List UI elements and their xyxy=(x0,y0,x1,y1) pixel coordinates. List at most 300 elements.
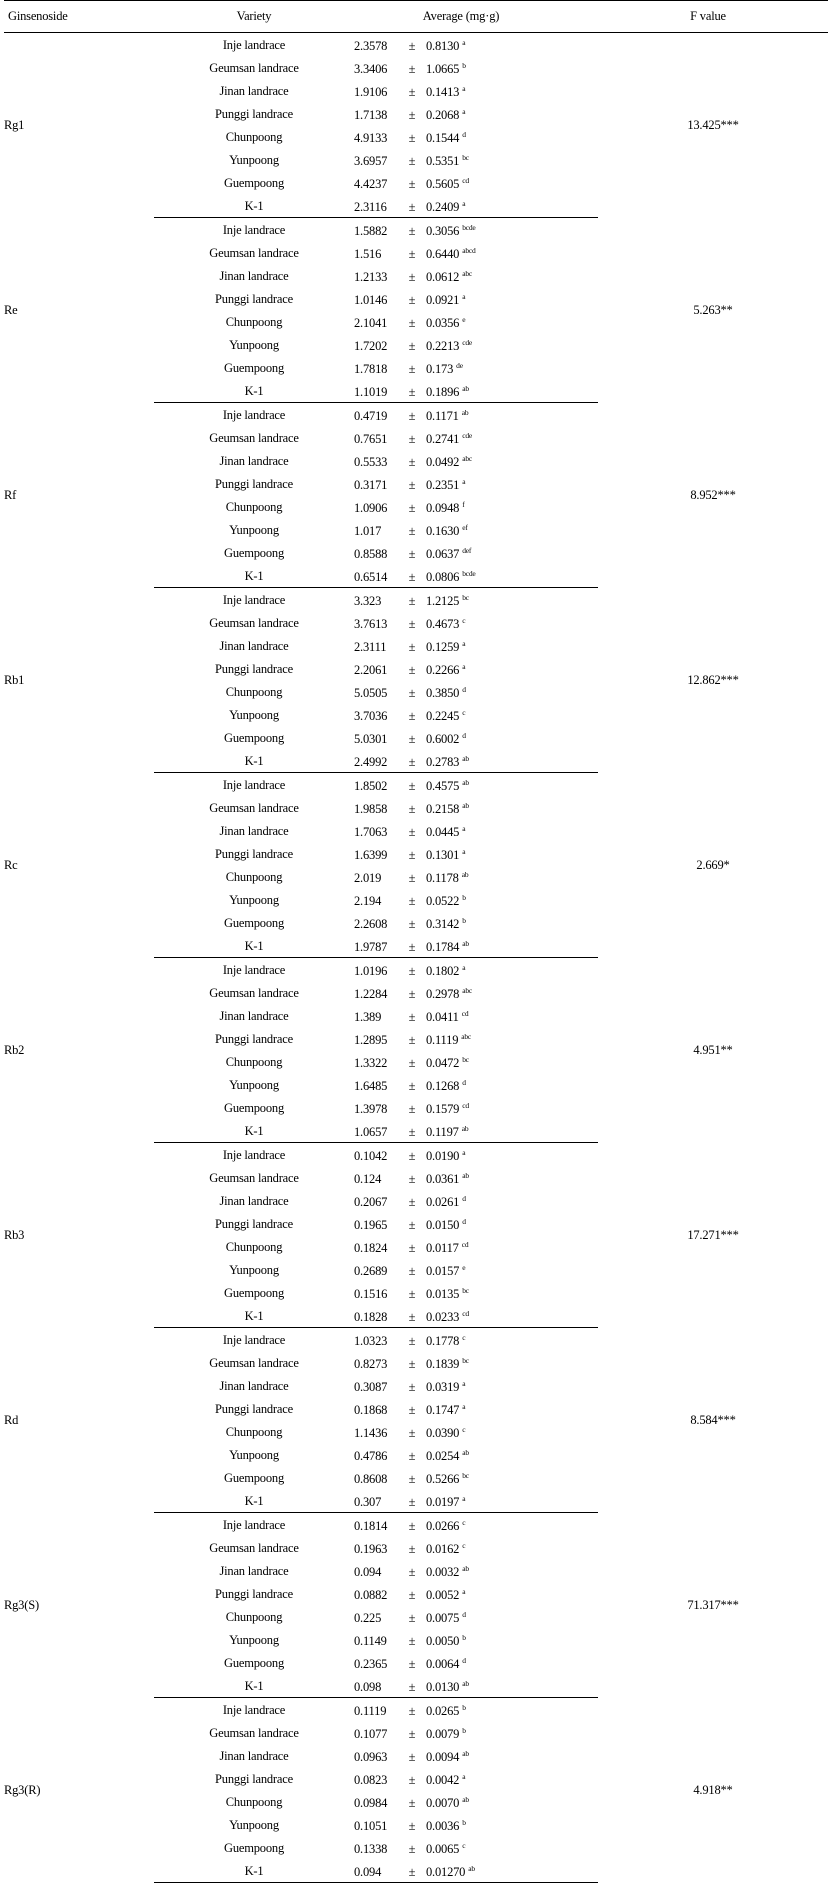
plus-minus-sign: ± xyxy=(408,501,416,515)
mean-value: 0.1042 xyxy=(354,1149,388,1163)
mean-value: 0.2365 xyxy=(354,1657,388,1671)
ginsenoside-name: Rc xyxy=(4,858,18,872)
mean-value: 2.4992 xyxy=(354,755,388,769)
significance-letter: ab xyxy=(461,1124,469,1133)
variety-cell: Yunpoong xyxy=(229,1817,279,1832)
variety-cell: Guempoong xyxy=(224,1655,284,1670)
mean-value: 2.1041 xyxy=(354,316,388,330)
plus-minus-sign: ± xyxy=(408,1611,416,1625)
significance-letter: def xyxy=(462,546,472,555)
variety-cell: Inje landrace xyxy=(222,1517,286,1532)
variety-cell: Punggi landrace xyxy=(215,1216,293,1231)
mean-value: 0.8273 xyxy=(354,1357,388,1371)
plus-minus-sign: ± xyxy=(408,1449,416,1463)
significance-letter: ab xyxy=(462,778,469,787)
significance-letter: e xyxy=(462,315,466,324)
mean-value: 4.4237 xyxy=(354,177,388,191)
sd-value: 0.2068 xyxy=(426,108,460,122)
significance-letter: cd xyxy=(461,1009,469,1018)
mean-value: 1.0146 xyxy=(354,293,388,307)
plus-minus-sign: ± xyxy=(408,200,416,214)
plus-minus-sign: ± xyxy=(408,617,416,631)
sd-value: 0.5351 xyxy=(426,154,460,168)
sd-value: 0.0036 xyxy=(426,1819,460,1833)
mean-value: 2.194 xyxy=(354,894,382,908)
variety-cell: K-1 xyxy=(154,1859,354,1883)
plus-minus-sign: ± xyxy=(408,1542,416,1556)
variety-cell: Geumsan landrace xyxy=(209,245,299,260)
table-row xyxy=(4,1328,828,1352)
significance-letter: de xyxy=(456,361,463,370)
sd-value: 0.2266 xyxy=(426,663,460,677)
significance-letter: ab xyxy=(462,801,469,810)
variety-cell: Jinan landrace xyxy=(219,638,289,653)
plus-minus-sign: ± xyxy=(408,570,416,584)
average-cell xyxy=(354,888,598,911)
plus-minus-sign: ± xyxy=(408,478,416,492)
sd-value: 0.0948 xyxy=(426,501,460,515)
plus-minus-sign: ± xyxy=(408,1010,416,1024)
plus-minus-sign: ± xyxy=(408,1403,416,1417)
sd-value: 0.2245 xyxy=(426,709,460,723)
mean-value: 0.1077 xyxy=(354,1727,388,1741)
average-cell xyxy=(354,541,598,564)
significance-letter: ab xyxy=(462,1795,469,1804)
variety-cell: Jinan landrace xyxy=(219,1193,289,1208)
plus-minus-sign: ± xyxy=(408,663,416,677)
average-cell xyxy=(354,1143,598,1167)
significance-letter: ab xyxy=(462,384,469,393)
plus-minus-sign: ± xyxy=(408,385,416,399)
mean-value: 0.1119 xyxy=(354,1704,387,1718)
significance-letter: cd xyxy=(462,1101,469,1110)
significance-letter: bcde xyxy=(462,223,476,232)
average-cell xyxy=(354,518,598,541)
table-row xyxy=(4,1513,828,1537)
variety-cell: K-1 xyxy=(154,564,354,588)
average-cell xyxy=(354,1189,598,1212)
plus-minus-sign: ± xyxy=(408,1357,416,1371)
f-value-cell: 8.952*** xyxy=(690,488,736,502)
ginsenoside-name: Rg1 xyxy=(4,118,25,133)
variety-cell: Punggi landrace xyxy=(215,291,293,306)
mean-value: 0.8608 xyxy=(354,1472,388,1486)
variety-cell: Inje landrace xyxy=(222,962,286,977)
variety-cell: Chunpoong xyxy=(225,129,283,144)
significance-letter: a xyxy=(462,847,466,856)
sd-value: 0.2741 xyxy=(426,432,460,446)
variety-cell: Inje landrace xyxy=(222,592,286,607)
plus-minus-sign: ± xyxy=(408,594,416,608)
sd-value: 0.0042 xyxy=(426,1773,460,1787)
average-cell xyxy=(354,1651,598,1674)
significance-letter: ab xyxy=(462,1171,469,1180)
plus-minus-sign: ± xyxy=(408,1565,416,1579)
significance-letter: a xyxy=(462,1587,466,1596)
sd-value: 0.0472 xyxy=(426,1056,460,1070)
average-cell xyxy=(354,1050,598,1073)
plus-minus-sign: ± xyxy=(408,339,416,353)
table-row xyxy=(4,218,828,242)
variety-cell: Geumsan landrace xyxy=(209,1170,299,1185)
average-cell xyxy=(354,981,598,1004)
variety-cell: Guempoong xyxy=(224,175,284,190)
average-cell xyxy=(354,379,598,403)
plus-minus-sign: ± xyxy=(408,131,416,145)
mean-value: 1.6485 xyxy=(354,1079,388,1093)
mean-value: 1.8502 xyxy=(354,779,388,793)
average-cell xyxy=(354,56,598,79)
significance-letter: abcd xyxy=(462,246,476,255)
variety-cell: K-1 xyxy=(154,194,354,218)
mean-value: 0.3087 xyxy=(354,1380,388,1394)
mean-value: 0.1868 xyxy=(354,1403,388,1417)
plus-minus-sign: ± xyxy=(408,455,416,469)
plus-minus-sign: ± xyxy=(408,964,416,978)
average-cell xyxy=(354,333,598,356)
mean-value: 0.1965 xyxy=(354,1218,388,1232)
sd-value: 0.0197 xyxy=(426,1495,460,1509)
ginsenoside-group xyxy=(4,218,828,403)
plus-minus-sign: ± xyxy=(408,1727,416,1741)
significance-letter: ab xyxy=(462,939,469,948)
plus-minus-sign: ± xyxy=(408,1310,416,1324)
significance-letter: ab xyxy=(461,870,469,879)
average-cell xyxy=(354,1698,598,1722)
significance-letter: abc xyxy=(461,1032,472,1041)
sd-value: 0.1197 xyxy=(426,1125,459,1139)
sd-value: 0.01270 xyxy=(426,1865,466,1879)
plus-minus-sign: ± xyxy=(408,362,416,376)
plus-minus-sign: ± xyxy=(408,1056,416,1070)
mean-value: 0.1828 xyxy=(354,1310,388,1324)
f-value-cell: 13.425*** xyxy=(687,118,739,133)
mean-value: 0.1963 xyxy=(354,1542,388,1556)
mean-value: 0.0882 xyxy=(354,1588,388,1602)
mean-value: 2.2608 xyxy=(354,917,388,931)
significance-letter: c xyxy=(462,1425,466,1434)
sd-value: 0.0032 xyxy=(426,1565,460,1579)
variety-cell: Punggi landrace xyxy=(215,476,293,491)
sd-value: 0.1802 xyxy=(426,964,460,978)
sd-value: 0.0094 xyxy=(426,1750,460,1764)
average-cell xyxy=(354,1813,598,1836)
mean-value: 0.098 xyxy=(354,1680,382,1694)
average-cell xyxy=(354,773,598,797)
plus-minus-sign: ± xyxy=(408,409,416,423)
mean-value: 0.4786 xyxy=(354,1449,388,1463)
f-value-cell: 71.317*** xyxy=(687,1598,739,1612)
sd-value: 0.4673 xyxy=(426,617,460,631)
sd-value: 0.0075 xyxy=(426,1611,460,1625)
average-cell xyxy=(354,865,598,888)
plus-minus-sign: ± xyxy=(408,1657,416,1671)
table-row xyxy=(4,958,828,982)
plus-minus-sign: ± xyxy=(408,894,416,908)
mean-value: 0.094 xyxy=(354,1565,382,1579)
variety-cell: Chunpoong xyxy=(225,1609,283,1624)
significance-letter: e xyxy=(462,1263,466,1272)
significance-letter: a xyxy=(462,1772,466,1781)
sd-value: 0.0411 xyxy=(426,1010,459,1024)
mean-value: 2.3111 xyxy=(354,640,387,654)
plus-minus-sign: ± xyxy=(408,85,416,99)
sd-value: 0.0266 xyxy=(426,1519,460,1533)
ginsenoside-name: Re xyxy=(4,303,18,317)
plus-minus-sign: ± xyxy=(408,270,416,284)
f-value-cell: 4.918** xyxy=(693,1783,733,1797)
significance-letter: f xyxy=(462,500,465,509)
sd-value: 1.0665 xyxy=(426,62,460,76)
variety-cell: Guempoong xyxy=(224,1285,284,1300)
variety-cell: Chunpoong xyxy=(225,1424,283,1439)
plus-minus-sign: ± xyxy=(408,224,416,238)
significance-letter: d xyxy=(462,1194,466,1203)
average-cell xyxy=(354,1582,598,1605)
significance-letter: cd xyxy=(461,1240,469,1249)
significance-letter: ab xyxy=(461,408,469,417)
header-f-value: F value xyxy=(598,1,828,33)
sd-value: 1.2125 xyxy=(426,594,460,608)
significance-letter: abc xyxy=(462,454,472,463)
variety-cell: Inje landrace xyxy=(222,407,286,422)
significance-letter: bc xyxy=(462,1055,469,1064)
average-cell xyxy=(354,1628,598,1651)
significance-letter: a xyxy=(462,1379,466,1388)
average-cell xyxy=(354,1559,598,1582)
sd-value: 0.0265 xyxy=(426,1704,460,1718)
plus-minus-sign: ± xyxy=(408,825,416,839)
average-cell xyxy=(354,1304,598,1328)
plus-minus-sign: ± xyxy=(408,871,416,885)
plus-minus-sign: ± xyxy=(408,108,416,122)
significance-letter: a xyxy=(462,477,466,486)
significance-letter: b xyxy=(462,1818,466,1827)
average-cell xyxy=(354,934,598,958)
mean-value: 5.0301 xyxy=(354,732,388,746)
document-page xyxy=(4,0,828,1883)
significance-letter: bc xyxy=(462,153,469,162)
plus-minus-sign: ± xyxy=(408,1796,416,1810)
significance-letter: b xyxy=(462,893,466,902)
plus-minus-sign: ± xyxy=(408,1149,416,1163)
sd-value: 0.1119 xyxy=(426,1033,459,1047)
ginsenoside-group xyxy=(4,1328,828,1513)
average-cell xyxy=(354,1605,598,1628)
variety-cell: Chunpoong xyxy=(225,1794,283,1809)
sd-value: 0.3056 xyxy=(426,224,460,238)
sd-value: 0.0806 xyxy=(426,570,460,584)
sd-value: 0.0190 xyxy=(426,1149,460,1163)
average-cell xyxy=(354,749,598,773)
sd-value: 0.0361 xyxy=(426,1172,460,1186)
average-cell xyxy=(354,310,598,333)
variety-cell: Chunpoong xyxy=(225,1239,283,1254)
average-cell xyxy=(354,241,598,264)
average-cell xyxy=(354,287,598,310)
mean-value: 5.0505 xyxy=(354,686,388,700)
variety-cell: Guempoong xyxy=(224,545,284,560)
sd-value: 0.1178 xyxy=(426,871,459,885)
variety-cell: Yunpoong xyxy=(229,337,279,352)
average-cell xyxy=(354,1258,598,1281)
plus-minus-sign: ± xyxy=(408,686,416,700)
variety-cell: Guempoong xyxy=(224,1840,284,1855)
mean-value: 4.9133 xyxy=(354,131,388,145)
significance-letter: b xyxy=(462,61,466,70)
plus-minus-sign: ± xyxy=(408,987,416,1001)
f-value-cell: 17.271*** xyxy=(687,1228,739,1242)
significance-letter: a xyxy=(462,1494,466,1503)
table-row xyxy=(4,1143,828,1167)
variety-cell: Guempoong xyxy=(224,915,284,930)
ginsenoside-name: Rf xyxy=(4,488,17,502)
variety-cell: Jinan landrace xyxy=(219,268,289,283)
average-cell xyxy=(354,1466,598,1489)
significance-letter: b xyxy=(462,1633,466,1642)
plus-minus-sign: ± xyxy=(408,524,416,538)
sd-value: 0.1259 xyxy=(426,640,460,654)
plus-minus-sign: ± xyxy=(408,1380,416,1394)
average-cell xyxy=(354,125,598,148)
average-cell xyxy=(354,611,598,634)
plus-minus-sign: ± xyxy=(408,640,416,654)
significance-letter: a xyxy=(462,199,466,208)
sd-value: 0.2158 xyxy=(426,802,460,816)
sd-value: 0.1747 xyxy=(426,1403,460,1417)
sd-value: 0.2351 xyxy=(426,478,460,492)
mean-value: 1.3978 xyxy=(354,1102,388,1116)
sd-value: 0.0117 xyxy=(426,1241,459,1255)
table-header xyxy=(4,1,828,33)
significance-letter: cd xyxy=(462,1309,469,1318)
header-average: Average (mg·g) xyxy=(354,1,598,33)
variety-cell: Jinan landrace xyxy=(219,453,289,468)
average-cell xyxy=(354,842,598,865)
average-cell xyxy=(354,356,598,379)
ginsenoside-group xyxy=(4,1143,828,1328)
significance-letter: ab xyxy=(468,1864,475,1873)
plus-minus-sign: ± xyxy=(408,1218,416,1232)
sd-value: 0.5605 xyxy=(426,177,460,191)
plus-minus-sign: ± xyxy=(408,1125,416,1139)
sd-value: 0.0065 xyxy=(426,1842,460,1856)
mean-value: 0.4719 xyxy=(354,409,388,423)
f-value-cell: 8.584*** xyxy=(690,1413,736,1427)
mean-value: 0.1051 xyxy=(354,1819,388,1833)
plus-minus-sign: ± xyxy=(408,247,416,261)
significance-letter: abc xyxy=(462,269,472,278)
significance-letter: a xyxy=(462,292,466,301)
ginsenoside-table xyxy=(4,0,828,1883)
average-cell xyxy=(354,1513,598,1537)
plus-minus-sign: ± xyxy=(408,732,416,746)
mean-value: 1.389 xyxy=(354,1010,382,1024)
f-value-cell: 12.862*** xyxy=(687,673,739,687)
variety-cell: Inje landrace xyxy=(222,1702,286,1717)
plus-minus-sign: ± xyxy=(408,848,416,862)
average-cell xyxy=(354,1073,598,1096)
mean-value: 1.3322 xyxy=(354,1056,388,1070)
significance-letter: a xyxy=(462,1402,466,1411)
significance-letter: a xyxy=(462,107,466,116)
average-cell xyxy=(354,403,598,427)
variety-cell: Punggi landrace xyxy=(215,1031,293,1046)
sd-value: 0.0130 xyxy=(426,1680,460,1694)
mean-value: 1.0196 xyxy=(354,964,388,978)
sd-value: 0.0050 xyxy=(426,1634,460,1648)
sd-value: 0.1171 xyxy=(426,409,459,423)
significance-letter: b xyxy=(462,1726,466,1735)
mean-value: 1.1436 xyxy=(354,1426,388,1440)
sd-value: 0.3142 xyxy=(426,917,460,931)
sd-value: 0.0492 xyxy=(426,455,460,469)
sd-value: 0.0637 xyxy=(426,547,460,561)
variety-cell: Yunpoong xyxy=(229,1447,279,1462)
mean-value: 1.9858 xyxy=(354,802,388,816)
variety-cell: Yunpoong xyxy=(229,152,279,167)
average-cell xyxy=(354,79,598,102)
mean-value: 1.0323 xyxy=(354,1334,388,1348)
significance-letter: d xyxy=(462,731,466,740)
average-cell xyxy=(354,194,598,218)
average-cell xyxy=(354,1420,598,1443)
mean-value: 1.2895 xyxy=(354,1033,388,1047)
plus-minus-sign: ± xyxy=(408,1102,416,1116)
mean-value: 0.2689 xyxy=(354,1264,388,1278)
variety-cell: K-1 xyxy=(154,379,354,403)
average-cell xyxy=(354,588,598,612)
average-cell xyxy=(354,1744,598,1767)
sd-value: 0.0233 xyxy=(426,1310,460,1324)
variety-cell: K-1 xyxy=(154,1674,354,1698)
mean-value: 1.5882 xyxy=(354,224,388,238)
variety-cell: Chunpoong xyxy=(225,314,283,329)
sd-value: 0.1268 xyxy=(426,1079,460,1093)
plus-minus-sign: ± xyxy=(408,316,416,330)
sd-value: 0.1301 xyxy=(426,848,460,862)
variety-cell: Yunpoong xyxy=(229,892,279,907)
mean-value: 0.1824 xyxy=(354,1241,388,1255)
plus-minus-sign: ± xyxy=(408,154,416,168)
significance-letter: bc xyxy=(462,1286,469,1295)
average-cell xyxy=(354,171,598,194)
sd-value: 0.1896 xyxy=(426,385,460,399)
average-cell xyxy=(354,1374,598,1397)
sd-value: 0.2409 xyxy=(426,200,460,214)
plus-minus-sign: ± xyxy=(408,1842,416,1856)
variety-cell: Chunpoong xyxy=(225,499,283,514)
average-cell xyxy=(354,1836,598,1859)
sd-value: 0.0612 xyxy=(426,270,460,284)
sd-value: 0.5266 xyxy=(426,1472,460,1486)
sd-value: 0.0157 xyxy=(426,1264,460,1278)
variety-cell: Chunpoong xyxy=(225,1054,283,1069)
mean-value: 0.3171 xyxy=(354,478,388,492)
plus-minus-sign: ± xyxy=(408,802,416,816)
plus-minus-sign: ± xyxy=(408,709,416,723)
variety-cell: K-1 xyxy=(154,1304,354,1328)
significance-letter: c xyxy=(462,1333,466,1342)
mean-value: 0.7651 xyxy=(354,432,388,446)
sd-value: 0.0070 xyxy=(426,1796,460,1810)
mean-value: 0.0963 xyxy=(354,1750,388,1764)
average-cell xyxy=(354,148,598,171)
average-cell xyxy=(354,102,598,125)
ginsenoside-name: Rg3(R) xyxy=(4,1783,41,1797)
average-cell xyxy=(354,796,598,819)
variety-cell: Guempoong xyxy=(224,730,284,745)
